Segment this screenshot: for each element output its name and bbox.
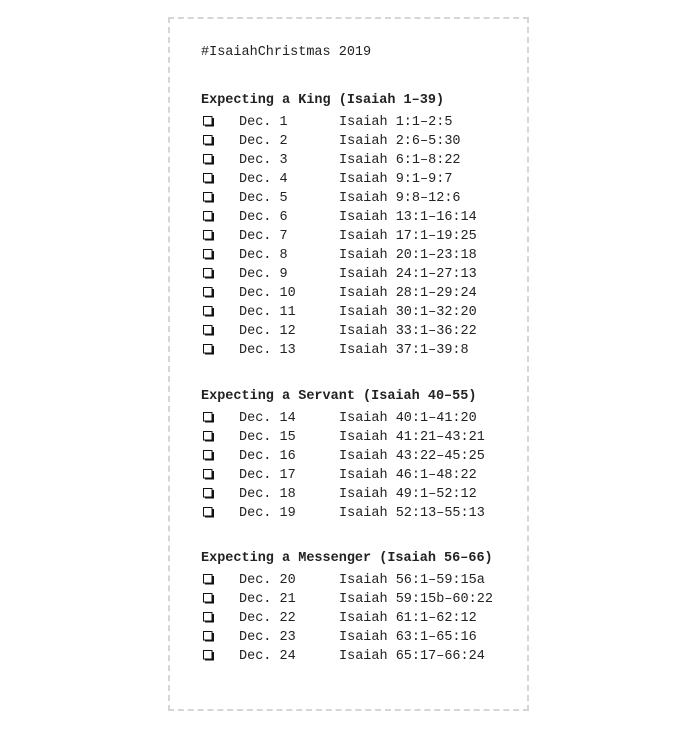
scripture-reference: Isaiah 13:1–16:14 — [339, 210, 477, 225]
reading-row — [201, 428, 485, 447]
reading-row — [201, 322, 477, 341]
reading-list — [201, 409, 485, 523]
reading-row — [201, 284, 477, 303]
section-heading: Expecting a Messenger (Isaiah 56–66) — [201, 551, 493, 566]
scripture-reference: Isaiah 24:1–27:13 — [339, 267, 477, 282]
reading-row — [201, 265, 477, 284]
scripture-reference: Isaiah 1:1–2:5 — [339, 115, 453, 130]
reading-row — [201, 485, 476, 504]
reading-row — [201, 246, 477, 265]
checkbox-icon[interactable] — [203, 593, 214, 604]
reading-row — [201, 504, 485, 523]
reading-date: Dec. 1 — [239, 115, 288, 130]
reading-row — [201, 170, 453, 189]
reading-row — [201, 227, 477, 246]
reading-date: Dec. 17 — [239, 468, 296, 483]
reading-date: Dec. 5 — [239, 191, 288, 206]
reading-row — [201, 303, 477, 322]
checkbox-icon[interactable] — [203, 287, 214, 298]
reading-list — [201, 571, 493, 666]
checkbox-icon[interactable] — [203, 612, 214, 623]
checkbox-icon[interactable] — [203, 325, 214, 336]
reading-row — [201, 447, 485, 466]
scripture-reference: Isaiah 40:1–41:20 — [339, 411, 477, 426]
reading-date: Dec. 13 — [239, 343, 296, 358]
reading-date: Dec. 16 — [239, 449, 296, 464]
section-servant — [201, 388, 485, 523]
reading-row — [201, 132, 461, 151]
reading-date: Dec. 6 — [239, 210, 288, 225]
checkbox-icon[interactable] — [203, 450, 214, 461]
checkbox-icon[interactable] — [203, 574, 214, 585]
reading-date: Dec. 19 — [239, 506, 296, 521]
scripture-reference: Isaiah 2:6–5:30 — [339, 134, 461, 149]
reading-date: Dec. 21 — [239, 592, 296, 607]
checkbox-icon[interactable] — [203, 154, 214, 165]
scripture-reference: Isaiah 28:1–29:24 — [339, 286, 477, 301]
reading-row — [201, 647, 493, 666]
checkbox-icon[interactable] — [203, 631, 214, 642]
checkbox-icon[interactable] — [203, 249, 214, 260]
reading-row — [201, 628, 493, 647]
reading-date: Dec. 14 — [239, 411, 296, 426]
reading-date: Dec. 22 — [239, 611, 296, 626]
reading-row — [201, 466, 476, 485]
scripture-reference: Isaiah 6:1–8:22 — [339, 153, 461, 168]
reading-date: Dec. 15 — [239, 430, 296, 445]
scripture-reference: Isaiah 33:1–36:22 — [339, 324, 477, 339]
section-heading: Expecting a Servant (Isaiah 40–55) — [201, 389, 477, 404]
checkbox-icon[interactable] — [203, 507, 214, 518]
checkbox-icon[interactable] — [203, 650, 214, 661]
reading-date: Dec. 18 — [239, 487, 296, 502]
reading-date: Dec. 3 — [239, 153, 288, 168]
checkbox-icon[interactable] — [203, 192, 214, 203]
checkbox-icon[interactable] — [203, 135, 214, 146]
scripture-reference: Isaiah 65:17–66:24 — [339, 649, 485, 664]
scripture-reference: Isaiah 30:1–32:20 — [339, 305, 477, 320]
checkbox-icon[interactable] — [203, 344, 214, 355]
scripture-reference: Isaiah 46:1–48:22 — [339, 468, 477, 483]
reading-date: Dec. 9 — [239, 267, 288, 282]
reading-row — [201, 409, 476, 428]
scripture-reference: Isaiah 9:8–12:6 — [339, 191, 461, 206]
checkbox-icon[interactable] — [203, 306, 214, 317]
section-heading: Expecting a King (Isaiah 1–39) — [201, 93, 445, 108]
reading-date: Dec. 20 — [239, 573, 296, 588]
reading-date: Dec. 24 — [239, 649, 296, 664]
reading-date: Dec. 11 — [239, 305, 296, 320]
checkbox-icon[interactable] — [203, 268, 214, 279]
page-title: #IsaiahChristmas 2019 — [201, 45, 372, 60]
scripture-reference: Isaiah 56:1–59:15a — [339, 573, 485, 588]
scripture-reference: Isaiah 20:1–23:18 — [339, 248, 477, 263]
section-messenger — [201, 550, 493, 666]
reading-date: Dec. 7 — [239, 229, 288, 244]
scripture-reference: Isaiah 43:22–45:25 — [339, 449, 485, 464]
reading-row — [201, 151, 461, 170]
reading-row — [201, 189, 461, 208]
checkbox-icon[interactable] — [203, 488, 214, 499]
reading-date: Dec. 12 — [239, 324, 296, 339]
scripture-reference: Isaiah 61:1–62:12 — [339, 611, 477, 626]
reading-date: Dec. 4 — [239, 172, 288, 187]
section-king — [201, 92, 477, 360]
reading-date: Dec. 10 — [239, 286, 296, 301]
checkbox-icon[interactable] — [203, 230, 214, 241]
scripture-reference: Isaiah 59:15b–60:22 — [339, 592, 493, 607]
reading-row — [201, 208, 477, 227]
checkbox-icon[interactable] — [203, 173, 214, 184]
reading-row — [201, 590, 493, 609]
reading-date: Dec. 23 — [239, 630, 296, 645]
scripture-reference: Isaiah 37:1–39:8 — [339, 343, 469, 358]
checkbox-icon[interactable] — [203, 469, 214, 480]
reading-list — [201, 113, 477, 360]
scripture-reference: Isaiah 52:13–55:13 — [339, 506, 485, 521]
scripture-reference: Isaiah 17:1–19:25 — [339, 229, 477, 244]
reading-date: Dec. 8 — [239, 248, 288, 263]
reading-row — [201, 609, 493, 628]
scripture-reference: Isaiah 9:1–9:7 — [339, 172, 453, 187]
scripture-reference: Isaiah 41:21–43:21 — [339, 430, 485, 445]
checkbox-icon[interactable] — [203, 116, 214, 127]
reading-plan-card — [168, 17, 529, 711]
checkbox-icon[interactable] — [203, 412, 214, 423]
checkbox-icon[interactable] — [203, 431, 214, 442]
reading-date: Dec. 2 — [239, 134, 288, 149]
reading-row — [201, 113, 453, 132]
reading-row — [201, 341, 469, 360]
scripture-reference: Isaiah 49:1–52:12 — [339, 487, 477, 502]
checkbox-icon[interactable] — [203, 211, 214, 222]
scripture-reference: Isaiah 63:1–65:16 — [339, 630, 477, 645]
reading-row — [201, 571, 493, 590]
